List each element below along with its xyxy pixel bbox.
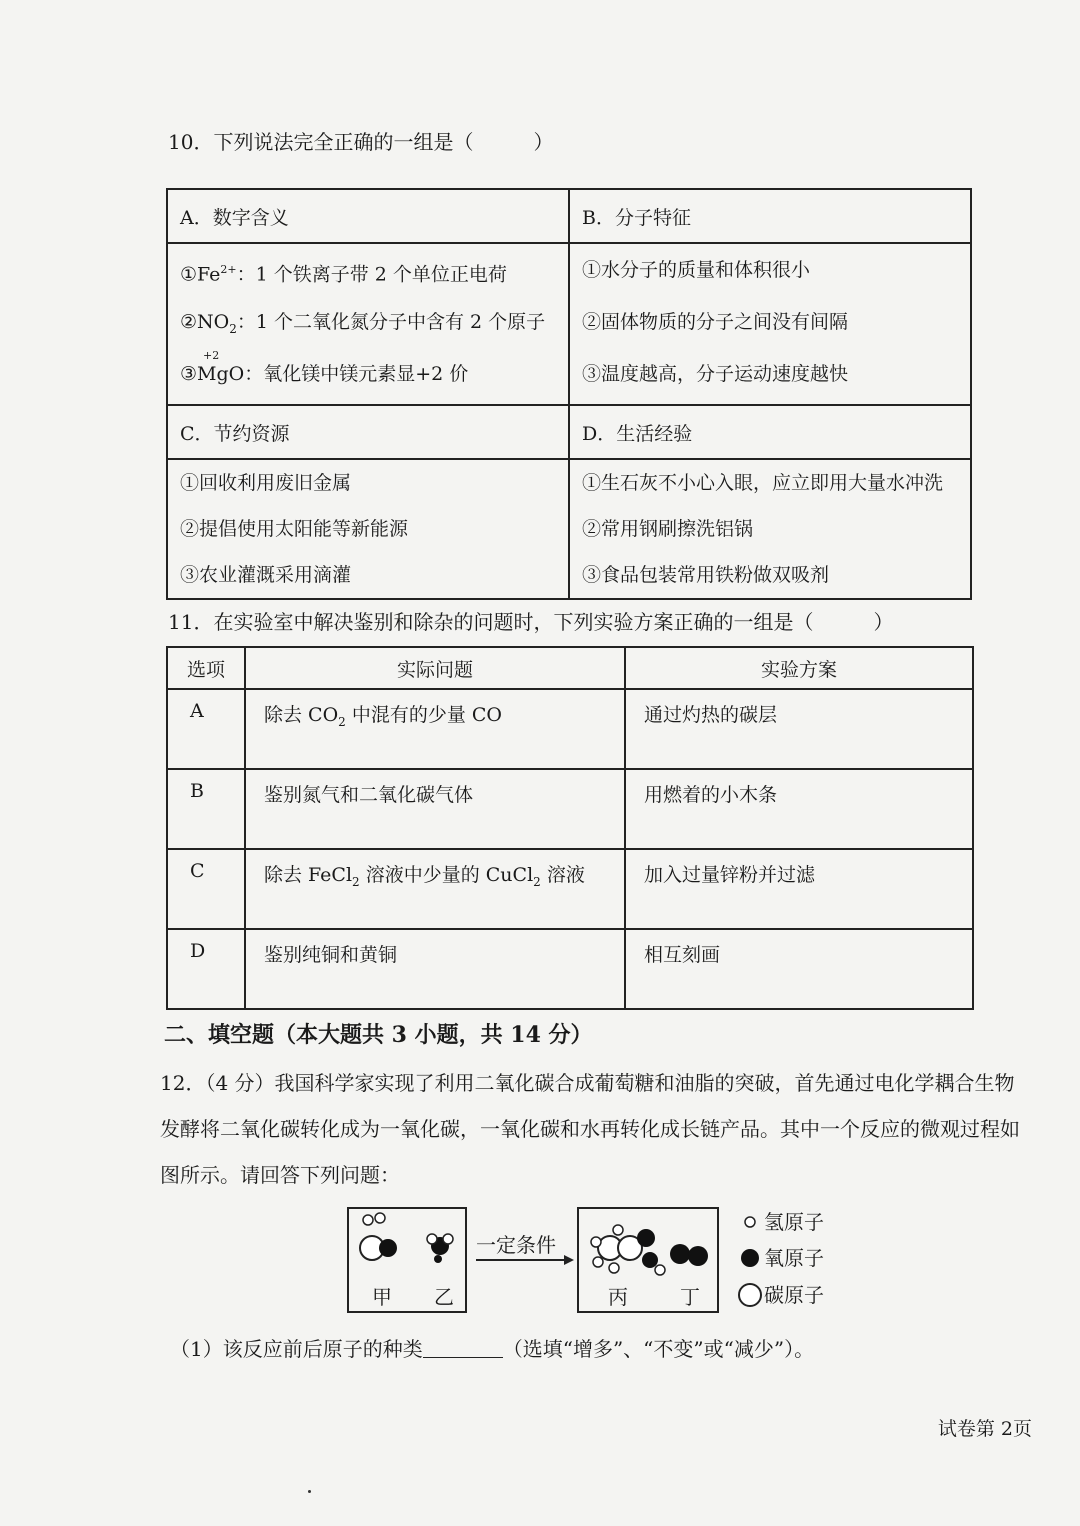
hydrogen-atom-icon [745,1217,755,1227]
answer-blank[interactable] [423,1337,503,1358]
q11-title: 11．在实验室中解决鉴别和除杂的问题时，下列实验方案正确的一组是（ ） [168,610,894,634]
valence-formula: +2 MgO [197,349,245,385]
oxygen-atom-icon [741,1249,759,1267]
q10-c-body [167,459,569,599]
q10-b-body [569,243,971,405]
arrow-head-icon [564,1255,574,1265]
q10-table [166,188,972,600]
q11-header-problem: 实际问题 [245,647,625,689]
q11-row-d-option: D [167,929,245,1009]
q10-title: 10．下列说法完全正确的一组是（ ） [168,130,554,154]
q11-row-b-plan: 用燃着的小木条 [625,769,973,849]
label-yi: 乙 [434,1285,454,1309]
q11-row-d-problem: 鉴别纯铜和黄铜 [245,929,625,1009]
carbon-atom-icon [739,1284,761,1306]
table-row [167,929,973,1009]
q10-b-item-2: ②固体物质的分子之间没有间隔 [582,311,849,333]
q10-a-item-1: $①Fe^{2+}$：1 个铁离子带 2 个单位正电荷 [180,263,507,286]
q11-table [166,646,974,1010]
table-row [167,849,973,929]
q10-b-header: B．分子特征 [569,189,971,243]
q10-b-item-1: ①水分子的质量和体积很小 [582,259,811,281]
legend-hydrogen: 氢原子 [764,1210,824,1234]
q10-d-item-1: ①生石灰不小心入眼，应立即用大量水冲洗 [582,472,944,494]
table-row [167,769,973,849]
molecule-jia [360,1213,397,1260]
q11-header-option: 选项 [167,647,245,689]
page-footer: 试卷第 2页 [937,1418,1032,1440]
legend-carbon: 碳原子 [764,1283,824,1307]
molecule-ding [670,1244,708,1266]
q12-line-3: 图所示。请回答下列问题： [160,1163,400,1187]
q11-row-c-option: C [167,849,245,929]
q11-row-a-option: A [167,689,245,769]
q10-a-body [167,243,569,405]
q12-line-1: 12．（4 分）我国科学家实现了利用二氧化碳合成葡萄糖和油脂的突破，首先通过电化学耦合生物 [160,1071,1015,1095]
section-heading: 二、填空题（本大题共 3 小题，共 14 分） [164,1022,593,1048]
q10-a-item-2: $②NO_2$：1 个二氧化氮分子中含有 2 个原子 [180,311,546,336]
molecule-bing [591,1225,665,1275]
q10-a-header: A．数字含义 [167,189,569,243]
legend-oxygen: 氧原子 [764,1246,824,1270]
label-jia: 甲 [372,1285,392,1309]
q10-c-item-1: ①回收利用废旧金属 [180,472,352,494]
q10-d-item-3: ③食品包装常用铁粉做双吸剂 [582,564,830,586]
q11-row-c-plan: 加入过量锌粉并过滤 [625,849,973,929]
q10-b-item-3: ③温度越高，分子运动速度越快 [582,363,849,385]
q10-a-item-3: ③ +2 MgO：氧化镁中镁元素显+2 价 [180,348,556,400]
arrow-label: 一定条件 [476,1233,556,1257]
q10-d-item-2: ②常用钢刷擦洗铝锅 [582,518,754,540]
stray-mark [308,1490,311,1493]
legend [739,1210,824,1307]
label-ding: 丁 [680,1285,700,1309]
q10-c-item-3: ③农业灌溉采用滴灌 [180,564,352,586]
label-bing: 丙 [608,1285,628,1309]
q12-line-2: 发酵将二氧化碳转化成为一氧化碳，一氧化碳和水再转化成长链产品。其中一个反应的微观过程如 [160,1117,1020,1141]
molecule-yi [427,1234,453,1263]
q12-sub-1: （1）该反应前后原子的种类 （选填“增多”、“不变”或“减少”）。 [170,1337,815,1361]
q11-row-a-problem: 除去 $CO_2$ 中混有的少量 CO [245,689,625,769]
q11-row-d-plan: 相互刻画 [625,929,973,1009]
q10-c-item-2: ②提倡使用太阳能等新能源 [180,518,409,540]
q10-d-header: D．生活经验 [569,405,971,459]
q10-d-body [569,459,971,599]
q11-row-b-option: B [167,769,245,849]
q11-row-b-problem: 鉴别氮气和二氧化碳气体 [245,769,625,849]
q11-row-c-problem: 除去 FeCl$_2$ 溶液中少量的 CuCl$_2$ 溶液 [245,849,625,929]
table-row [167,689,973,769]
q10-c-header: C．节约资源 [167,405,569,459]
q11-header-plan: 实验方案 [625,647,973,689]
q11-row-a-plan: 通过灼热的碳层 [625,689,973,769]
reaction-diagram [346,1204,846,1316]
